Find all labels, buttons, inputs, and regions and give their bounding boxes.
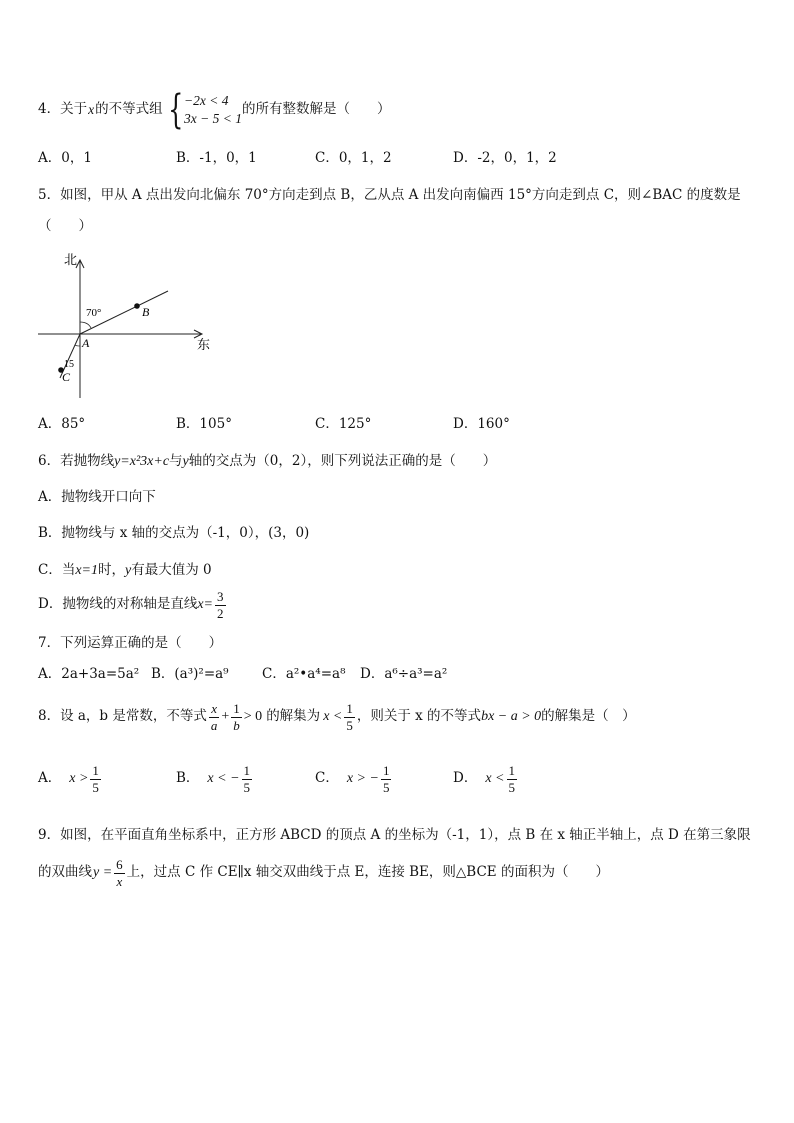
q6-option-b[interactable]: B．抛物线与 x 轴的交点为（-1，0），(3，0) [38,525,310,541]
q8-stem-c: ，则关于 x 的不等式 [356,708,482,725]
q5-stem: 5．如图，甲从 A 点出发向北偏东 70°方向走到点 B，乙从点 A 出发向南偏西 15°方向走到点 C，则∠BAC 的度数是 [38,187,741,203]
q8-stem-b: 的解集为 [266,708,321,725]
q8-c-num: 1 [382,763,390,778]
q9-f-den: x [116,873,123,889]
q8-d-fraction [507,764,518,794]
q5-point-b [134,303,140,309]
q4-suffix: 的所有整数解是（ ） [242,101,391,118]
q4-option-a[interactable]: A．0，1 [38,150,92,166]
q9-line1: 9．如图，在平面直角坐标系中，正方形 ABCD 的顶点 A 的坐标为（-1，1），点 B 在 x 轴正半轴上，点 D 在第三象限 [38,827,751,843]
q4-option-c[interactable]: C．0，1，2 [315,150,392,166]
q8-f1-num: x [211,701,218,716]
q4-system-line1: −2x < 4 [184,92,229,108]
q8-f2-num: 1 [233,701,240,716]
q8-option-b[interactable] [176,764,254,794]
q5-label-b: B [142,305,150,319]
q8-c-fraction [381,764,392,794]
q5-figure [34,248,219,400]
q8-option-c[interactable] [315,764,393,794]
q4-inequality-system [163,87,243,133]
q4-option-b[interactable]: B．-1，0，1 [176,150,257,166]
q7-option-c[interactable]: C．a²•a⁴=a⁸ [262,666,346,682]
q9-line2-b: 上，过点 C 作 CE∥x 轴交双曲线于点 E，连接 BE，则△BCE 的面积为（ ） [126,864,609,881]
q5-paren: （ ） [38,218,92,234]
q8-sol-num: 1 [346,701,353,716]
q4-mid: 的不等式组 [95,101,163,118]
q8-a-num: 1 [92,763,99,778]
q6-option-d[interactable] [38,590,228,620]
q8-option-a[interactable] [38,764,103,794]
q8-d-num: 1 [508,763,515,778]
q4-var: x [88,102,95,118]
q9-eq-lhs: y = [93,865,113,881]
q8-d-expr: x < [485,771,505,787]
q6-d-num: 3 [217,589,224,604]
q9-f-num: 6 [116,857,123,872]
q8-solution-fraction [344,702,355,732]
q6-yvar: y [182,454,189,469]
q9-line2-a: 的双曲线 [38,864,92,881]
q5-label-north: 北 [64,252,78,267]
q6-d-eq: x= [197,597,213,613]
q8-b-fraction [242,764,253,794]
q7-option-d[interactable]: D．a⁶÷a³=a² [360,666,448,682]
q5-label-east: 东 [197,337,211,352]
q4-system-line2: 3x − 5 < 1 [184,111,243,126]
q8-f2-den: b [233,717,240,733]
q4-prefix: 4．关于 [38,101,88,118]
q8-stem-a: 8．设 a，b 是常数，不等式 [38,708,207,725]
q6-c-eq: x=1 [75,563,99,578]
q6-c-text-c: 有最大值为 0 [131,562,212,578]
q5-option-d[interactable]: D．160° [453,416,510,432]
q9-line2 [38,858,609,888]
q8-b-num: 1 [243,763,251,778]
q5-label-15: 15 [64,359,74,370]
q8-fraction-2 [231,702,242,732]
q8-d-den: 5 [508,779,515,795]
q5-option-b[interactable]: B．105° [176,416,232,432]
q8-fraction-1 [209,702,220,732]
q5-label-c: C [62,370,71,384]
q5-option-c[interactable]: C．125° [315,416,372,432]
q6-equation: y=x²3x+c [114,454,170,469]
q8-a-label: A． [38,770,62,787]
q4-option-d[interactable]: D．-2，0，1，2 [453,150,557,166]
q7-option-b[interactable]: B．(a³)²=a⁹ [151,666,229,682]
q6-stem-a: 6．若抛物线 [38,453,115,469]
q5-angle-arc-15 [75,345,80,346]
q8-f1-den: a [210,717,218,733]
q4-stem [38,87,391,133]
q6-c-text-a: C．当 [38,562,76,578]
q8-stem-d: 的解集是（ ） [541,708,636,725]
q8-c-den: 5 [382,779,390,795]
q5-label-a: A [82,336,90,350]
q8-solution-lhs: x < [323,709,343,725]
q8-d-label: D． [453,770,478,787]
q8-c-expr: x > − [346,771,379,787]
q8-plus: + [221,709,230,725]
q6-option-c[interactable] [38,564,212,578]
q7-stem: 7．下列运算正确的是（ ） [38,635,223,651]
q8-inequality: bx − a > 0 [481,709,542,725]
q8-b-den: 5 [243,779,251,795]
q6-stem [38,455,496,469]
q5-label-70: 70° [86,307,102,319]
q6-option-a[interactable]: A．抛物线开口向下 [38,489,156,505]
q8-b-expr: x < − [207,771,240,787]
q5-angle-arc-70 [80,322,91,328]
q6-stem-b: 与 [169,453,183,469]
q7-option-a[interactable]: A．2a+3a=5a² [38,666,140,682]
q6-c-text-b: 时， [98,562,126,578]
q8-sol-den: 5 [346,717,353,733]
q9-fraction [114,858,125,888]
q6-c-y: y [125,563,132,578]
q6-d-den: 2 [217,605,224,621]
q5-option-a[interactable]: A．85° [38,416,86,432]
q8-b-label: B． [176,770,200,787]
q6-d-fraction [215,590,226,620]
q8-option-d[interactable] [453,764,519,794]
q8-a-expr: x > [69,771,89,787]
q8-a-fraction [90,764,101,794]
q8-gt0: > 0 [243,709,263,725]
q8-stem [38,702,636,732]
q8-a-den: 5 [92,779,99,795]
q6-stem-c: 轴的交点为（0，2），则下列说法正确的是（ ） [188,453,497,469]
q8-c-label: C． [315,770,339,787]
q4-brace-icon: { [167,87,183,133]
q6-d-text: D．抛物线的对称轴是直线 [38,596,198,613]
